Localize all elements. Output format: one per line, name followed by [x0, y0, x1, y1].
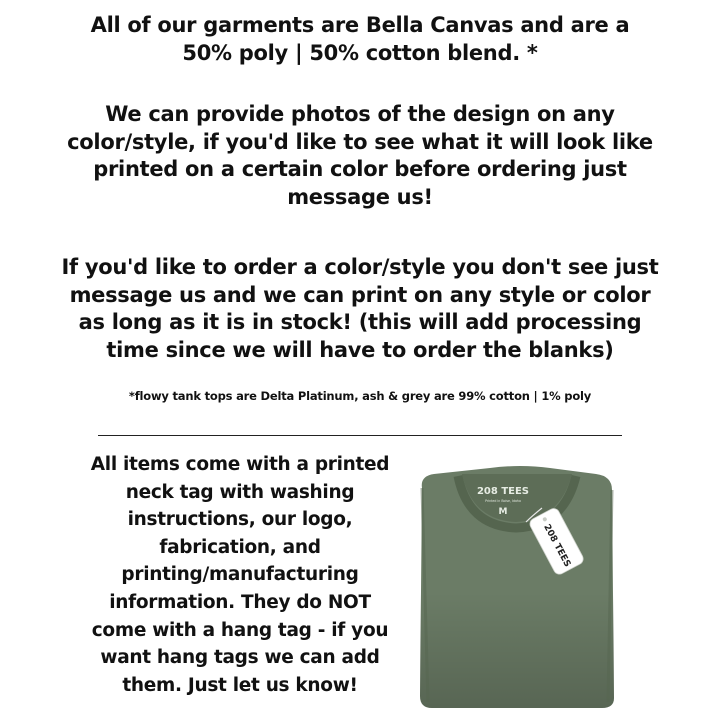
tag-info-line: them. Just let us know!	[122, 674, 358, 696]
divider	[98, 435, 622, 436]
custom-order-line: If you'd like to order a color/style you don't see just	[61, 255, 659, 279]
custom-order-line: as long as it is in stock! (this will add processing	[78, 310, 642, 334]
tag-info-line: printing/manufacturing	[121, 564, 359, 586]
neck-tag-size: M	[498, 507, 508, 517]
tag-info-line: fabrication, and	[159, 536, 321, 558]
tag-info-line: want hang tags we can add	[100, 647, 380, 669]
neck-tag-brand: 208 TEES	[476, 486, 530, 497]
intro-text	[0, 12, 720, 67]
intro-line: All of our garments are Bella Canvas and are a	[90, 13, 630, 37]
tag-info-text	[82, 451, 398, 699]
photos-text	[0, 101, 720, 211]
photos-line: printed on a certain color before ordering just	[93, 157, 627, 181]
footnote: *flowy tank tops are Delta Platinum, ash & grey are 99% cotton | 1% poly	[128, 389, 592, 403]
intro-line: 50% poly | 50% cotton blend. *	[182, 40, 538, 65]
neck-tag-fine-print: Printed in Boise, Idaho	[485, 499, 521, 503]
custom-order-line: message us and we can print on any style or color	[69, 282, 651, 307]
tag-info-line: instructions, our logo,	[127, 509, 353, 531]
tag-info-line: All items come with a printed	[90, 454, 390, 475]
hang-tag-text: 208 TEES	[541, 522, 573, 569]
tag-info-line: neck tag with washing	[125, 481, 355, 503]
photos-line: color/style, if you'd like to see what it will look like	[67, 129, 653, 154]
tag-info-line: come with a hang tag - if you	[91, 619, 389, 641]
photos-line: message us!	[287, 184, 433, 209]
photos-line: We can provide photos of the design on any	[105, 102, 615, 126]
tag-info-line: information. They do NOT	[109, 591, 371, 613]
custom-order-line: time since we will have to order the blanks)	[106, 337, 614, 362]
folded-tshirt-photo	[400, 462, 640, 710]
custom-order-text	[0, 254, 720, 364]
